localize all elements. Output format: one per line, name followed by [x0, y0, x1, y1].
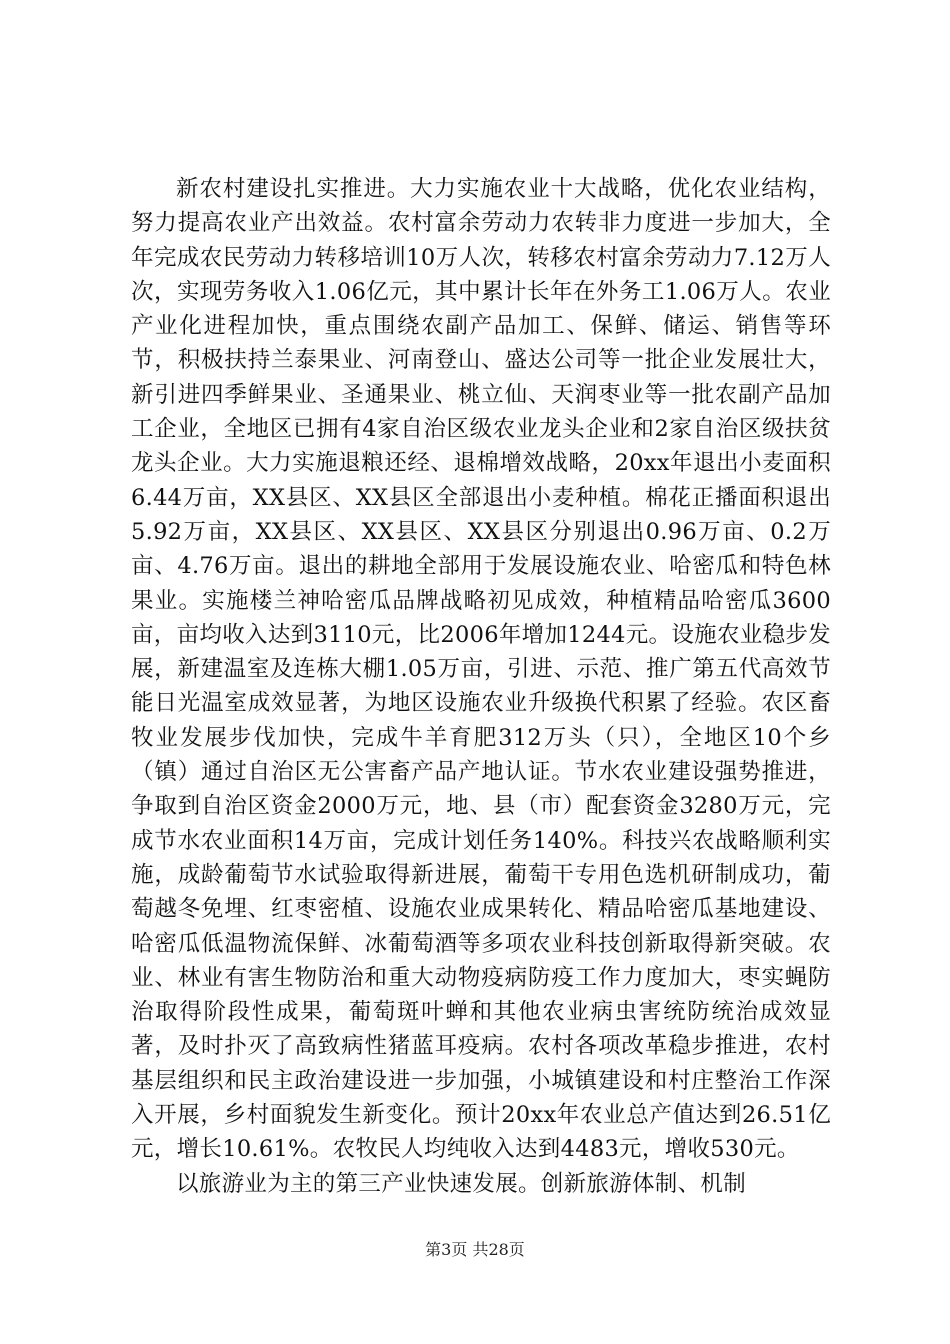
paragraph-agriculture: 新农村建设扎实推进。大力实施农业十大战略，优化农业结构，努力提高农业产出效益。农村富余劳动力农转非力度进一步加大，全年完成农民劳动力转移培训10万人次，转移农村富余劳动力7.12万人次，实现劳务收入1.06亿元，其中累计长年在外务工1.06万人。农业产业化进程加快，重点围绕农副产品加工、保鲜、储运、销售等环节，积极扶持兰泰果业、河南登山、盛达公司等一批企业发展壮大，新引进四季鲜果业、圣通果业、桃立仙、天润枣业等一批农副产品加工企业，全地区已拥有4家自治区级农业龙头企业和2家自治区级扶贫龙头企业。大力实施退粮还经、退棉增效战略，20xx年退出小麦面积6.44万亩，XX县区、XX县区全部退出小麦种植。棉花正播面积退出5.92万亩，XX县区、XX县区、XX县区分别退出0.96万亩、0.2万亩、4.76万亩。退出的耕地全部用于发展设施农业、哈密瓜和特色林果业。实施楼兰神哈密瓜品牌战略初见成效，种植精品哈密瓜3600亩，亩均收入达到3110元，比2006年增加1244元。设施农业稳步发展，新建温室及连栋大棚1.05万亩，引进、示范、推广第五代高效节能日光温室成效显著，为地区设施农业升级换代积累了经验。农区畜牧业发展步伐加快，完成牛羊育肥312万头（只），全地区10个乡（镇）通过自治区无公害畜产品产地认证。节水农业建设强势推进，争取到自治区资金2000万元，地、县（市）配套资金3280万元，完成节水农业面积14万亩，完成计划任务140%。科技兴农战略顺利实施，成龄葡萄节水试验取得新进展，葡萄干专用色选机研制成功，葡萄越冬免埋、红枣密植、设施农业成果转化、精品哈密瓜基地建设、哈密瓜低温物流保鲜、冰葡萄酒等多项农业科技创新取得新突破。农业、林业有害生物防治和重大动物疫病防疫工作力度加大，枣实蝇防治取得阶段性成果，葡萄斑叶蝉和其他农业病虫害统防统治成效显著，及时扑灭了高致病性猪蓝耳疫病。农村各项改革稳步推进，农村基层组织和民主政治建设进一步加强，小城镇建设和村庄整治工作深入开展，乡村面貌发生新变化。预计20xx年农业总产值达到26.51亿元，增长10.61%。农牧民人均纯收入达到4483元，增收530元。	[131, 176, 831, 1163]
paragraph-tourism: 以旅游业为主的第三产业快速发展。创新旅游体制、机制	[176, 1170, 747, 1197]
document-body	[131, 172, 831, 1201]
page-number: 第3页 共28页	[425, 1240, 525, 1259]
page-footer	[0, 1240, 950, 1260]
